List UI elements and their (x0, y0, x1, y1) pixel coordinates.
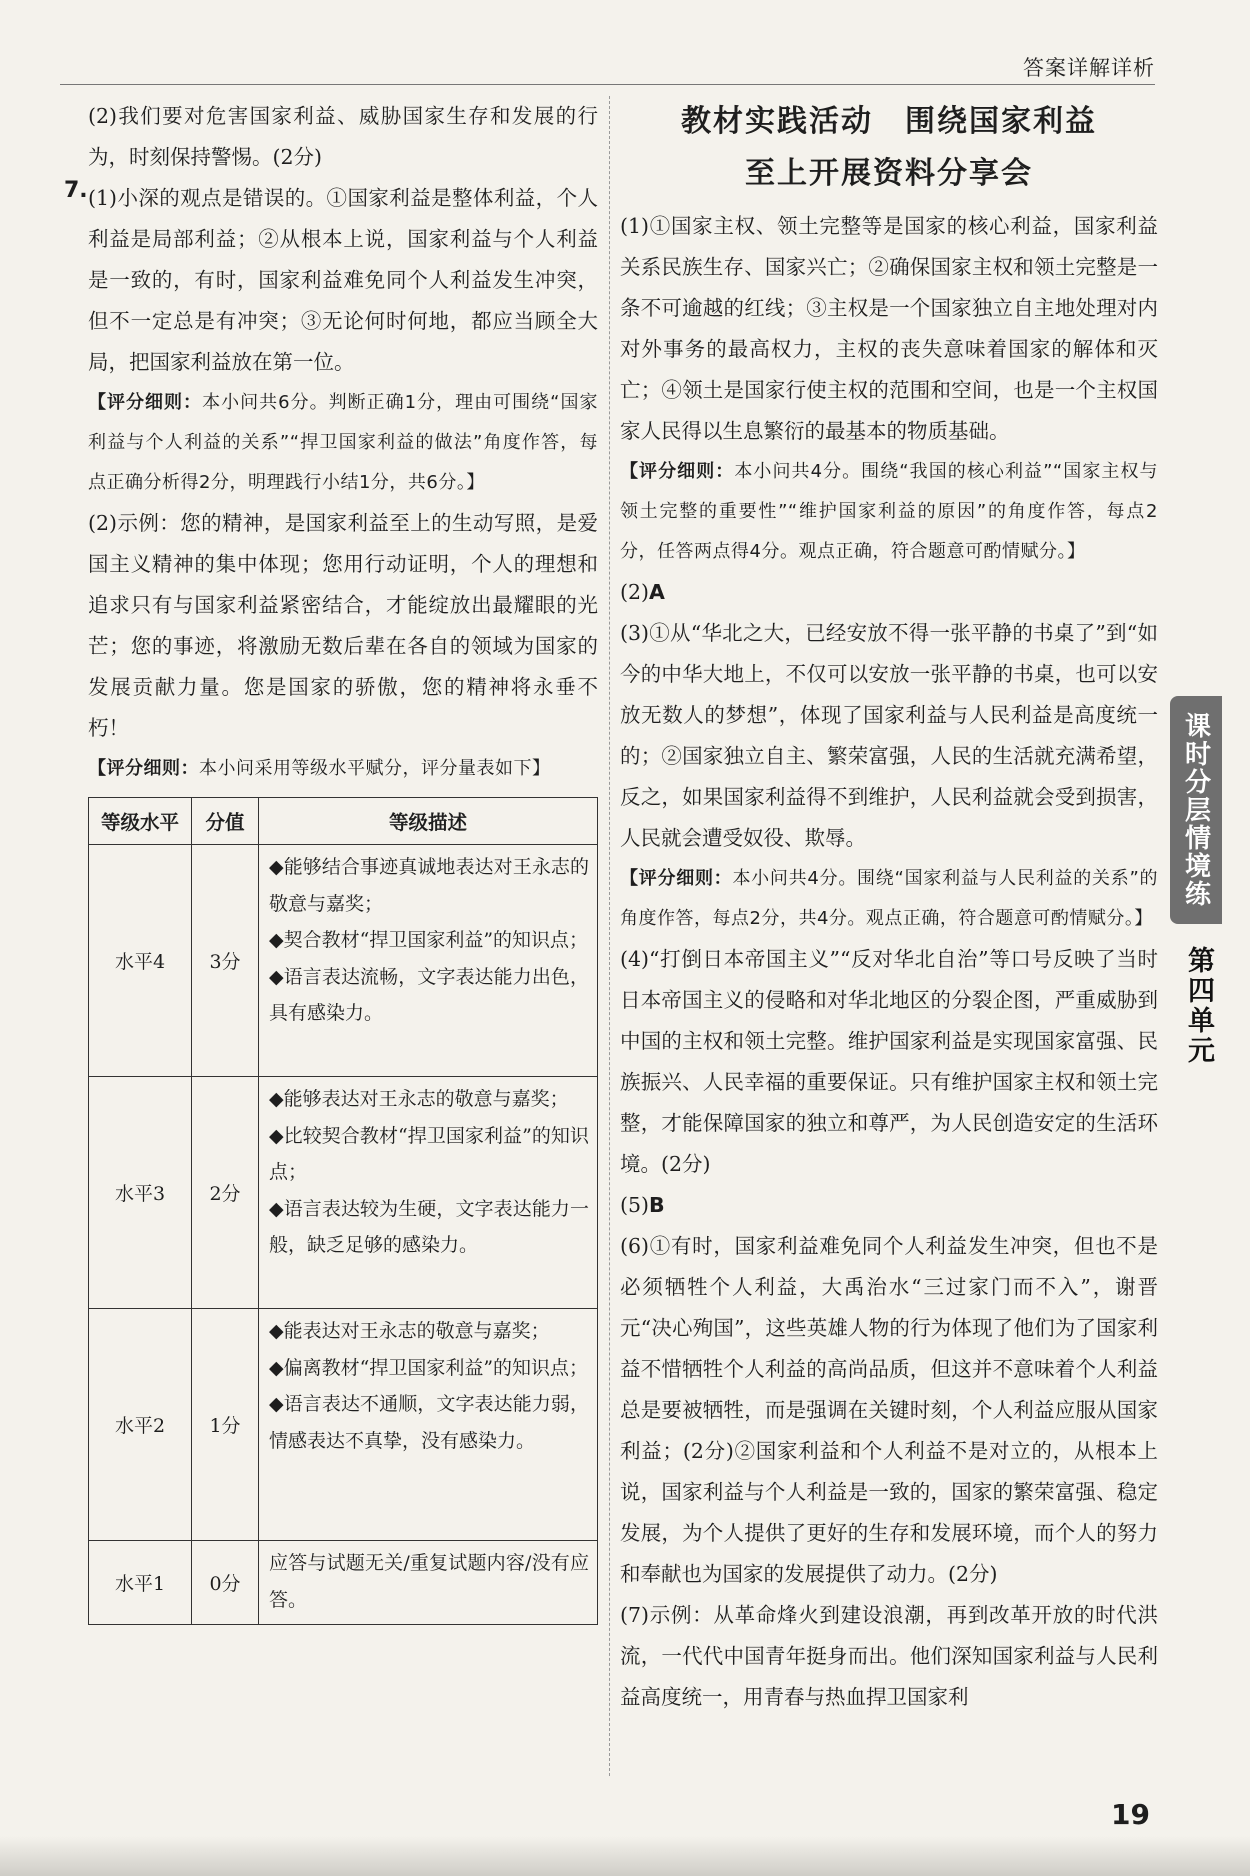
desc-cell (259, 845, 598, 1077)
table-row (89, 1541, 598, 1625)
page-bottom-edge (0, 1836, 1250, 1876)
q7-part2: (2)示例：您的精神，是国家利益至上的生动写照，是爱国主义精神的集中体现；您用行动证明，个人的理想和追求只有与国家利益紧密结合，才能绽放出最耀眼的光芒；您的事迹，将激励无数后辈在各自的领域为国家的发展贡献力量。您是国家的骄傲，您的精神将永垂不朽！ (88, 511, 598, 740)
table-header-score: 分值 (192, 798, 259, 845)
side-unit-label: 第四单元 (1183, 946, 1214, 1066)
answer-7: (7)示例：从革命烽火到建设浪潮，再到改革开放的时代洪流，一代代中国青年挺身而出。他们深知国家利益与人民利益高度统一，用青春与热血捍卫国家利 (620, 1603, 1158, 1709)
level-cell: 水平3 (89, 1077, 192, 1309)
table-row (89, 1077, 598, 1309)
activity-title-line1: 教材实践活动 围绕国家利益 (681, 104, 1097, 139)
rubric-body: 本小问采用等级水平赋分，评分量表如下】 (199, 758, 551, 779)
answer-1: (1)①国家主权、领土完整等是国家的核心利益，国家利益关系民族生存、国家兴亡；②确保国家主权和领土完整是一条不可逾越的红线；③主权是一个国家独立自主地处理对内对外事务的最高权力，主权的丧失意味着国家的解体和灭亡；④领土是国家行使主权的范围和空间，也是一个主权国家人民得以生息繁衍的最基本的物质基础。 (620, 214, 1158, 443)
side-tab: 课时分层情境练 (1170, 696, 1222, 924)
answer-5-prefix: (5) (620, 1193, 650, 1217)
desc-item: ◆能够表达对王永志的敬意与嘉奖； (269, 1088, 569, 1110)
table-row (89, 1309, 598, 1541)
rubric-body: 本小问共6分。判断正确1分，理由可围绕“国家利益与个人利益的关系”“捍卫国家利益的做法”角度作答，每点正确分析得2分，明理践行小结1分，共6分。】 (88, 392, 598, 493)
grading-table (88, 797, 598, 1625)
desc-item: ◆偏离教材“捍卫国家利益”的知识点； (269, 1356, 589, 1379)
rubric-title: 【评分细则： (620, 868, 733, 889)
level-cell: 水平1 (89, 1541, 192, 1625)
answer-4: (4)“打倒日本帝国主义”“反对华北自治”等口号反映了当时日本帝国主义的侵略和对华北地区的分裂企图，严重威胁到中国的主权和领土完整。维护国家利益是实现国家富强、民族振兴、人民幸福的重要保证。只有维护国家主权和领土完整，才能保障国家的独立和尊严，为人民创造安定的生活环境。(2分) (620, 947, 1158, 1176)
rubric-body: 本小问共4分。围绕“我国的核心利益”“国家主权与领土完整的重要性”“维护国家利益的原因”的角度作答，每点2分，任答两点得4分。观点正确，符合题意可酌情赋分。】 (620, 461, 1158, 562)
desc-item: ◆语言表达流畅，文字表达能力出色，具有感染力。 (269, 965, 589, 1024)
desc-item: ◆能表达对王永志的敬意与嘉奖； (269, 1320, 550, 1342)
desc-item: ◆语言表达不通顺，文字表达能力弱，情感表达不真挚，没有感染力。 (269, 1393, 589, 1452)
activity-title (620, 96, 1158, 200)
score-cell: 3分 (192, 845, 259, 1077)
desc-item: ◆契合教材“捍卫国家利益”的知识点； (269, 929, 589, 951)
q7-part1: (1)小深的观点是错误的。①国家利益是整体利益，个人利益是局部利益；②从根本上说，国家利益与个人利益是一致的，有时，国家利益难免同个人利益发生冲突，但不一定总是有冲突；③无论何时何地，都应当顾全大局，把国家利益放在第一位。 (88, 186, 598, 374)
score-cell: 1分 (192, 1309, 259, 1541)
desc-cell (259, 1541, 598, 1625)
column-divider (609, 96, 610, 1776)
answer-3-rubric (620, 859, 1158, 939)
answer-3: (3)①从“华北之大，已经安放不得一张平静的书桌了”到“如今的中华大地上，不仅可以安放一张平静的书桌，也可以安放无数人的梦想”，体现了国家利益与人民利益是高度统一的；②国家独立自主、繁荣富强，人民的生活就充满希望，反之，如果国家利益得不到维护，人民利益就会受到损害，人民就会遭受奴役、欺辱。 (620, 621, 1158, 850)
answer-2 (620, 572, 1158, 613)
rubric-title: 【评分细则： (620, 461, 735, 482)
rubric-body: 本小问共4分。围绕“国家利益与人民利益的关系”的角度作答，每点2分，共4分。观点正确，符合题意可酌情赋分。】 (620, 868, 1159, 929)
level-cell: 水平4 (89, 845, 192, 1077)
desc-item: ◆能够结合事迹真诚地表达对王永志的敬意与嘉奖； (269, 856, 589, 915)
answer-1-rubric (620, 452, 1158, 572)
score-cell: 0分 (192, 1541, 259, 1625)
desc-item: 应答与试题无关/重复试题内容/没有应答。 (269, 1552, 589, 1611)
question-7 (64, 178, 598, 383)
q7-part1-rubric (88, 383, 598, 503)
desc-item: ◆语言表达较为生硬，文字表达能力一般，缺乏足够的感染力。 (269, 1197, 589, 1256)
score-cell: 2分 (192, 1077, 259, 1309)
desc-cell (259, 1077, 598, 1309)
question-7-number: 7. (64, 178, 88, 203)
answer-5 (620, 1185, 1158, 1226)
activity-title-line2: 至上开展资料分享会 (745, 156, 1033, 191)
rubric-title: 【评分细则： (88, 758, 199, 779)
left-column (64, 96, 598, 1625)
q6-part2: (2)我们要对危害国家利益、威胁国家生存和发展的行为，时刻保持警惕。(2分) (88, 104, 598, 169)
rubric-title: 【评分细则： (88, 392, 203, 413)
header-label: 答案详解详析 (1023, 56, 1155, 80)
header-rule (60, 84, 1155, 85)
answer-2-prefix: (2) (620, 580, 650, 604)
q7-part2-rubric (88, 749, 598, 789)
desc-cell (259, 1309, 598, 1541)
table-row (89, 845, 598, 1077)
table-header-row (89, 798, 598, 845)
table-header-desc: 等级描述 (259, 798, 598, 845)
table-header-level: 等级水平 (89, 798, 192, 845)
answer-5-choice: B (649, 1193, 665, 1217)
answer-6: (6)①有时，国家利益难免同个人利益发生冲突，但也不是必须牺牲个人利益，大禹治水“三过家门而不入”，谢晋元“决心殉国”，这些英雄人物的行为体现了他们为了国家利益不惜牺牲个人利益的高尚品质，但这并不意味着个人利益总是要被牺牲，而是强调在关键时刻，个人利益应服从国家利益；(2分)②国家利益和个人利益不是对立的，从根本上说，国家利益与个人利益是一致的，国家的繁荣富强、稳定发展，为个人提供了更好的生存和发展环境，而个人的努力和奉献也为国家的发展提供了动力。(2分) (620, 1234, 1158, 1586)
answer-2-choice: A (649, 580, 665, 604)
page-number: 19 (1111, 1798, 1150, 1831)
right-column (620, 96, 1158, 1718)
level-cell: 水平2 (89, 1309, 192, 1541)
desc-item: ◆比较契合教材“捍卫国家利益”的知识点； (269, 1124, 589, 1183)
